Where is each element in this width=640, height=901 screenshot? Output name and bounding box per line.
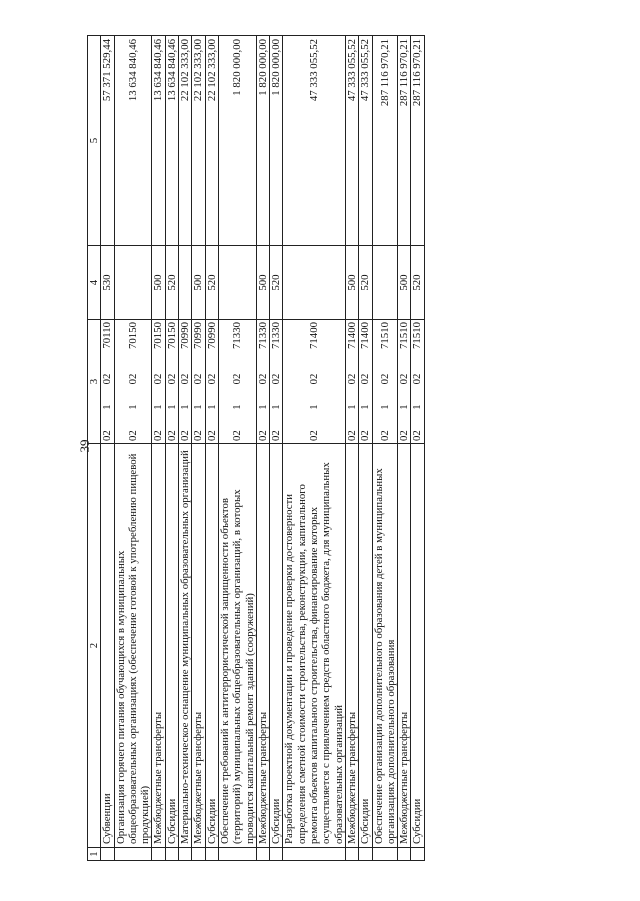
code-direction: 70990 [205,322,218,349]
code-program: 02 [126,430,139,441]
row-code [359,320,372,444]
row-index-cell [205,848,218,861]
header-col-2: 2 [88,444,101,848]
code-group [179,322,191,441]
row-expense-type: 500 [152,246,165,320]
row-sum: 22 102 333,00 [179,36,192,246]
code-program: 02 [192,430,205,441]
row-name: Межбюджетные трансферты [192,444,205,848]
code-direction: 71510 [398,322,411,349]
row-sum: 22 102 333,00 [192,36,205,246]
row-index-cell [411,848,424,861]
table-row [179,36,192,861]
table-row [205,36,218,861]
code-program: 02 [165,430,178,441]
row-name: Разработка проектной документации и проведение проверки достоверности определения сметной стоимости строительства, реконструкции, капитального ремонта объектов капитального строительства, финансирование которых осуществляется с привлечением средств областного бюджета, для муниципальных образовательных организаций [283,444,345,848]
code-subprogram: 1 [398,404,411,410]
row-index-cell [283,848,345,861]
row-name: Субсидии [165,444,178,848]
row-sum: 1 820 000,00 [256,36,269,246]
row-code [270,320,283,444]
row-index-cell [179,848,192,861]
row-expense-type [372,246,398,320]
row-index-cell [101,848,114,861]
row-sum: 13 634 840,46 [114,36,152,246]
header-col-3: 3 [88,320,101,444]
row-expense-type [114,246,152,320]
row-name: Межбюджетные трансферты [152,444,165,848]
code-subprogram: 1 [101,404,114,410]
row-code [372,320,398,444]
code-subprogram: 1 [378,404,391,410]
table-row [398,36,411,861]
row-code [411,320,424,444]
code-group [257,322,269,441]
row-expense-type: 530 [101,246,114,320]
code-subprogram: 1 [205,404,218,410]
table-row [345,36,358,861]
row-sum: 47 333 055,52 [283,36,345,246]
row-name: Субвенции [101,444,114,848]
row-index-cell [270,848,283,861]
code-subprogram: 1 [179,404,192,410]
code-program: 02 [256,430,269,441]
row-name: Межбюджетные трансферты [398,444,411,848]
code-subprogram: 1 [192,404,205,410]
code-subprogram: 1 [152,404,165,410]
code-group [101,322,113,441]
code-event: 02 [101,373,114,385]
table-row [359,36,372,861]
row-index-cell [152,848,165,861]
row-code [101,320,114,444]
code-event: 02 [411,373,424,385]
row-sum: 13 634 840,46 [165,36,178,246]
row-index-cell [372,848,398,861]
row-index-cell [114,848,152,861]
row-sum: 287 116 970,21 [411,36,424,246]
code-direction: 71400 [359,322,372,349]
row-index-cell [165,848,178,861]
row-name: Межбюджетные трансферты [345,444,358,848]
row-code [114,320,152,444]
table-row [283,36,345,861]
code-event: 02 [231,373,244,385]
code-direction: 70150 [165,322,178,349]
header-row [88,36,101,861]
row-sum: 57 371 529,44 [101,36,114,246]
code-program: 02 [359,430,372,441]
row-index-cell [359,848,372,861]
code-group [127,322,139,441]
row-expense-type [179,246,192,320]
table-row [218,36,256,861]
code-group [152,322,164,441]
code-direction: 71330 [256,322,269,349]
code-direction: 71510 [411,322,424,349]
code-program: 02 [179,430,192,441]
row-code [256,320,269,444]
row-code [205,320,218,444]
row-code [192,320,205,444]
row-index-cell [256,848,269,861]
row-code [152,320,165,444]
row-name: Материально-техническое оснащение муниципальных образовательных организаций [179,444,192,848]
code-direction: 70990 [192,322,205,349]
code-event: 02 [205,373,218,385]
code-group [379,322,391,441]
code-subprogram: 1 [256,404,269,410]
code-event: 02 [126,373,139,385]
row-name: Обеспечение организации дополнительного образования детей в муниципальных организациях дополнительного образования [372,444,398,848]
code-program: 02 [411,430,424,441]
code-group [231,322,243,441]
code-subprogram: 1 [308,404,321,410]
code-event: 02 [165,373,178,385]
code-direction: 70110 [101,322,114,349]
row-sum: 287 116 970,21 [398,36,411,246]
row-expense-type [218,246,256,320]
code-subprogram: 1 [126,404,139,410]
code-program: 02 [152,430,165,441]
code-subprogram: 1 [270,404,283,410]
row-code [218,320,256,444]
code-direction: 71330 [231,322,244,349]
row-index-cell [218,848,256,861]
header-col-1: 1 [88,848,101,861]
code-program: 02 [398,430,411,441]
table-header [88,36,101,861]
row-index-cell [398,848,411,861]
code-direction: 70990 [179,322,192,349]
row-name: Обеспечение требований к антитеррористической защищенности объектов (территорий) муниципальных общеобразовательных организаций, в которых проводится капитальный ремонт зданий (сооружений) [218,444,256,848]
row-name: Субсидии [205,444,218,848]
row-code [165,320,178,444]
code-group [308,322,320,441]
code-event: 02 [345,373,358,385]
row-code [345,320,358,444]
row-name: Субсидии [411,444,424,848]
row-name: Субсидии [270,444,283,848]
row-expense-type: 520 [411,246,424,320]
code-subprogram: 1 [411,404,424,410]
code-event: 02 [179,373,192,385]
code-event: 02 [308,373,321,385]
table-row [256,36,269,861]
row-name: Организация горячего питания обучающихся в муниципальных общеобразовательных организациях (обеспечение готовой к употреблению пищевой продукцией) [114,444,152,848]
table-row [152,36,165,861]
code-program: 02 [270,430,283,441]
code-subprogram: 1 [345,404,358,410]
table-row [101,36,114,861]
row-expense-type: 520 [270,246,283,320]
row-sum: 13 634 840,46 [152,36,165,246]
row-index-cell [345,848,358,861]
row-expense-type: 500 [256,246,269,320]
code-event: 02 [256,373,269,385]
row-expense-type: 500 [192,246,205,320]
row-index-cell [192,848,205,861]
table-row [270,36,283,861]
code-group [398,322,410,441]
code-direction: 71510 [378,322,391,349]
code-event: 02 [270,373,283,385]
row-expense-type: 520 [205,246,218,320]
row-sum: 22 102 333,00 [205,36,218,246]
row-code [283,320,345,444]
header-col-4: 4 [88,246,101,320]
row-expense-type: 500 [398,246,411,320]
code-event: 02 [192,373,205,385]
page-number: 39 [77,439,92,453]
code-subprogram: 1 [165,404,178,410]
code-group [270,322,282,441]
code-group [411,322,423,441]
code-direction: 71330 [270,322,283,349]
row-name: Межбюджетные трансферты [256,444,269,848]
row-expense-type: 520 [165,246,178,320]
row-expense-type: 520 [359,246,372,320]
row-expense-type: 500 [345,246,358,320]
code-direction: 70150 [152,322,165,349]
row-sum: 287 116 970,21 [372,36,398,246]
code-group [346,322,358,441]
code-direction: 71400 [308,322,321,349]
code-program: 02 [101,430,114,441]
table-row [165,36,178,861]
row-code [398,320,411,444]
table-row [372,36,398,861]
code-program: 02 [345,430,358,441]
code-subprogram: 1 [231,404,244,410]
header-col-5: 5 [88,36,101,246]
code-event: 02 [378,373,391,385]
table-body [101,36,424,861]
row-name: Субсидии [359,444,372,848]
table-row [192,36,205,861]
code-group [359,322,371,441]
table-row [114,36,152,861]
code-event: 02 [359,373,372,385]
code-program: 02 [205,430,218,441]
code-direction: 70150 [126,322,139,349]
code-event: 02 [152,373,165,385]
code-program: 02 [231,430,244,441]
row-sum: 47 333 055,52 [345,36,358,246]
code-program: 02 [378,430,391,441]
row-sum: 1 820 000,00 [218,36,256,246]
budget-table [87,35,425,861]
row-code [179,320,192,444]
row-sum: 1 820 000,00 [270,36,283,246]
code-program: 02 [308,430,321,441]
code-event: 02 [398,373,411,385]
row-sum: 47 333 055,52 [359,36,372,246]
table-row [411,36,424,861]
code-subprogram: 1 [359,404,372,410]
code-group [166,322,178,441]
code-direction: 71400 [345,322,358,349]
code-group [192,322,204,441]
budget-table-rotated [87,36,614,861]
row-expense-type [283,246,345,320]
code-group [206,322,218,441]
